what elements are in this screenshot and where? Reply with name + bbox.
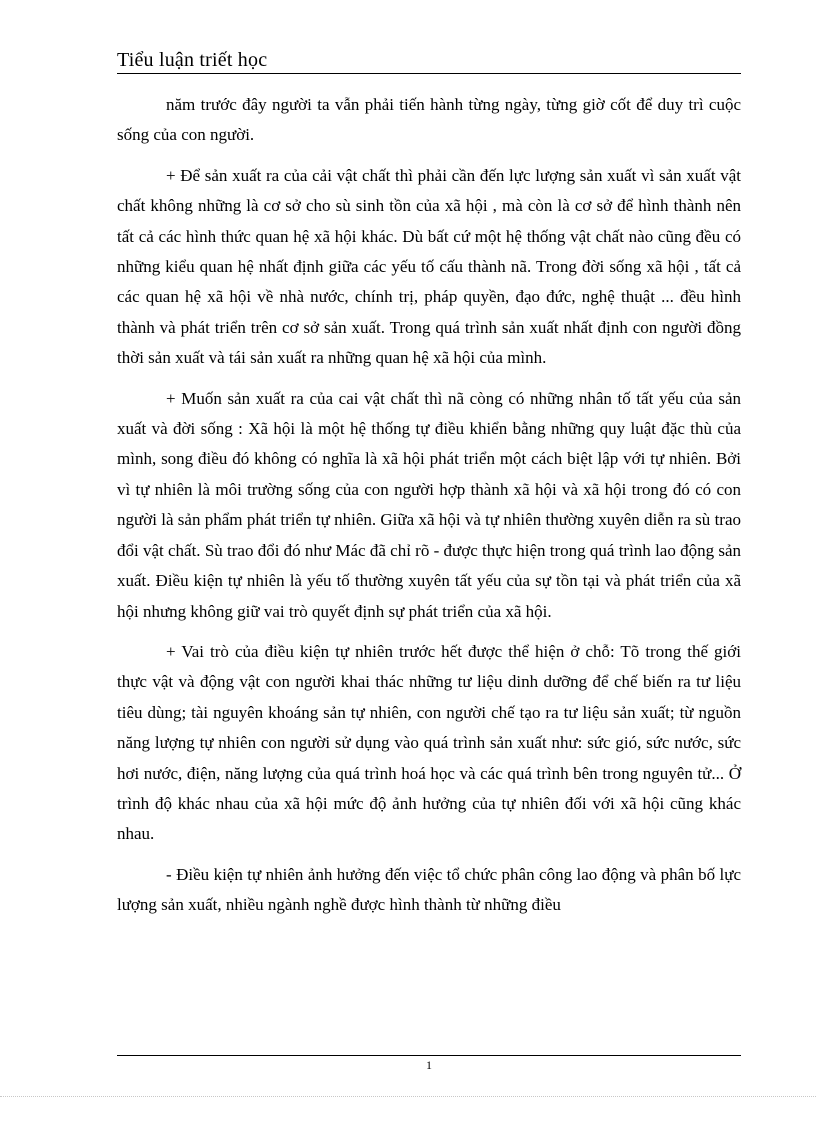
footer-rule <box>117 1055 741 1056</box>
paragraph-continuation: năm trước đây người ta vẫn phải tiến hành từng ngày, từng giờ cốt để duy trì cuộc sống của con người. <box>117 95 741 145</box>
header-rule <box>117 73 741 74</box>
page-number: 1 <box>426 1058 432 1072</box>
page-bottom-border <box>0 1096 816 1097</box>
paragraph-division-of-labor: - Điều kiện tự nhiên ảnh hưởng đến việc tổ chức phân công lao động và phân bố lực lượng sản xuất, nhiều ngành nghề được hình thành từ những điều <box>117 864 741 915</box>
paragraph-role-of-nature: + Vai trò của điều kiện tự nhiên trước hết được thể hiện ở chỗ: Tõ trong thế giới thực vật và động vật con người khai thác những tư liệu dinh dưỡng để chế biến ra tư liệu tiêu dùng; tài nguyên khoáng sản tự nhiên, con người chế tạo ra tư liệu sản xuất; từ nguồn năng lượng tự nhiên con người sử dụng vào quá trình sản xuất như: sức gió, sức nước, sức hơi nước, điện, năng lượng của quá trình hoá học và các quá trình bên trong nguyên tử... Ở trình độ khác nhau của xã hội mức độ ảnh hưởng của tự nhiên đối với xã hội cũng khác nhau. <box>117 641 741 844</box>
running-header: Tiểu luận triết học <box>117 49 268 71</box>
body-text <box>117 90 741 931</box>
paragraph-natural-factors: + Muốn sản xuất ra của cai vật chất thì nã còng có những nhân tố tất yếu của sản xuất và đời sống : Xã hội là một hệ thống tự điều khiển bằng những quy luật đặc thù của mình, song điều đó không có nghĩa là xã hội phát triển một cách biệt lập với tự nhiên. Bởi vì tự nhiên là môi trường sống của con người hợp thành xã hội và xã hội trong đó có con người là sản phẩm phát triển tự nhiên. Giữa xã hội và tự nhiên thường xuyên diễn ra sù trao đổi vật chất. Sù trao đổi đó như Mác đã chỉ rõ - được thực hiện trong quá trình lao động sản xuất. Điều kiện tự nhiên là yếu tố thường xuyên tất yếu của sự tồn tại và phát triển của xã hội nhưng không giữ vai trò quyết định sự phát triển của xã hội. <box>117 388 741 621</box>
paragraph-productive-forces: + Để sản xuất ra của cải vật chất thì phải cần đến lực lượng sản xuất vì sản xuất vật chất không những là cơ sở cho sù sinh tồn của xã hội , mà còn là cơ sở để hình thành nên tất cả các hình thức quan hệ xã hội khác. Dù bất cứ một hệ thống vật chất nào cũng đều có những kiểu quan hệ nhất định giữa các yếu tố cấu thành nã. Trong đời sống xã hội , tất cả các quan hệ xã hội về nhà nước, chính trị, pháp quyền, đạo đức, nghệ thuật ... đều hình thành và phát triển trên cơ sở sản xuất. Trong quá trình sản xuất nhất định con người đồng thời sản xuất và tái sản xuất ra những quan hệ xã hội của mình. <box>117 165 741 368</box>
